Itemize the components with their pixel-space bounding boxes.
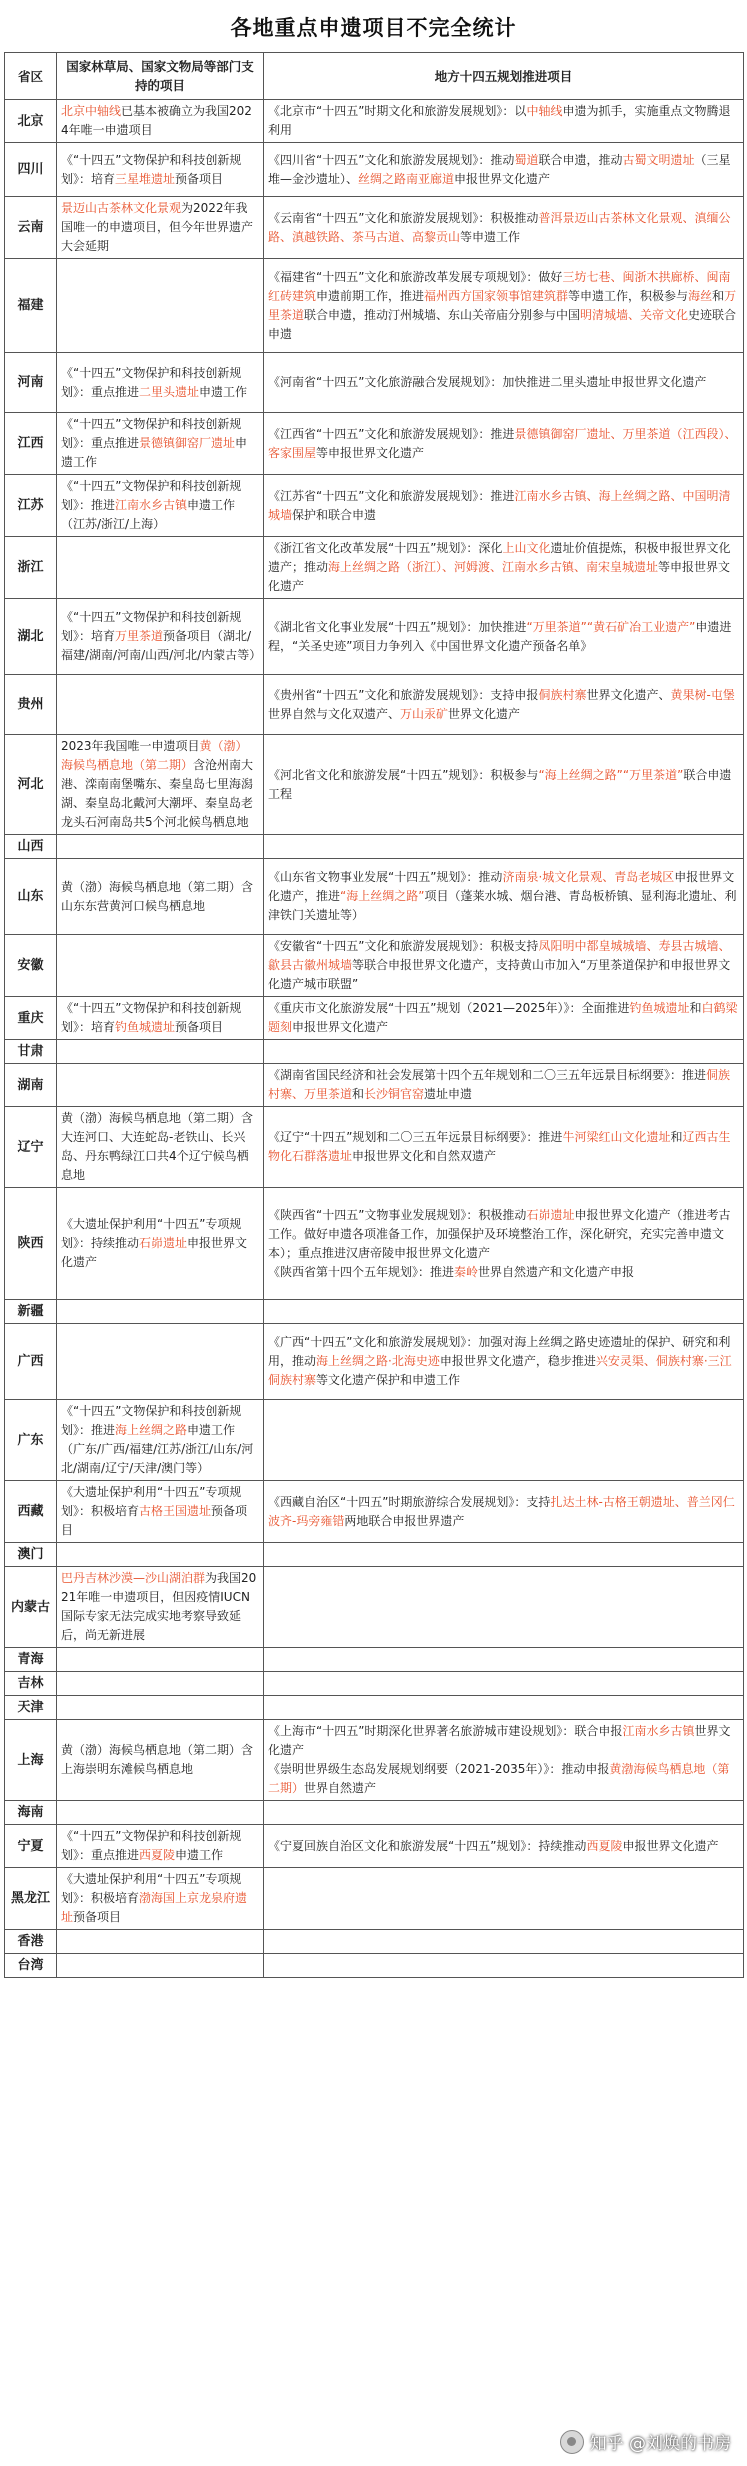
province-cell: 新疆 [5,1300,57,1324]
cell-text: 《陕西省“十四五”文物事业发展规划》：积极推动 [268,1207,527,1222]
local-plan-cell [264,413,744,475]
highlighted-project: 钓鱼城遗址 [115,1020,176,1034]
table-row [5,1324,744,1400]
province-cell: 香港 [5,1930,57,1954]
table-row [5,353,744,413]
table-row [5,1672,744,1696]
cell-text: 项目（蓬莱水城、烟台港、青岛板桥镇、显利海北遗址、利津铁门关遗址等） [268,889,737,922]
table-row [5,1040,744,1064]
highlighted-project: 万山汞矿 [400,706,449,721]
cell-text: 预备项目（湖北/福建/湖南/河南/山西/河北/内蒙古等） [61,629,262,662]
table-row [5,1481,744,1543]
cell-text: 申遗进程，“关圣史迹”项目力争列入《中国世界文化遗产预备名单》 [268,619,732,653]
highlighted-project: 黄（渤）海候鸟栖息地（第二期） [61,739,248,772]
table-row [5,675,744,735]
national-project-cell [57,735,264,835]
highlighted-project: 长沙铜官窑 [364,1087,425,1101]
local-plan-cell [264,353,744,413]
cell-text: 《安徽省“十四五”文化和旅游发展规划》：积极支持 [268,939,539,953]
highlighted-project: 丝绸之路南亚廊道 [358,171,455,186]
cell-text: 申报世界文化遗产 [622,1838,719,1853]
cell-text: 黄（渤）海候鸟栖息地（第二期）含大连河口、大连蛇岛-老铁山、长兴岛、丹东鸭绿江口共4个辽宁候鸟栖息地 [61,1111,254,1182]
cell-text: 遗址申遗 [424,1087,473,1101]
highlighted-project: 黄渤海候鸟栖息地（第二期） [268,1762,730,1795]
cell-text: 申报世界文化遗产 [292,1020,389,1034]
cell-text: 《崇明世界级生态岛发展规划纲要（2021-2035年）》：推动申报 [268,1762,610,1776]
table-row [5,475,744,537]
cell-text: 《宁夏回族自治区文化和旅游发展“十四五”规划》：持续推动 [268,1838,587,1853]
highlighted-project: 江南水乡古镇 [115,498,188,512]
cell-text: 《浙江省文化改革发展“十四五”规划》：深化 [268,541,503,555]
highlighted-project: “万里茶道”“黄石矿冶工业遗产” [526,619,696,634]
cell-text: 和 [670,1130,683,1144]
national-project-cell [57,537,264,599]
highlighted-project: 三坊七巷、闽浙木拱廊桥、闽南红砖建筑 [268,269,731,303]
table-row [5,1107,744,1188]
table-row [5,1300,744,1324]
highlighted-project: 秦岭 [454,1264,479,1279]
highlighted-project: 福州西方国家领事馆建筑群 [424,288,569,303]
local-plan-cell [264,835,744,859]
local-plan-cell [264,997,744,1040]
table-row [5,1400,744,1481]
province-cell: 四川 [5,143,57,197]
cell-text: 世界自然与文化双遗产、 [268,706,401,721]
province-cell: 河北 [5,735,57,835]
watermark-text: 知乎 @刘焕的书房 [589,2434,731,2454]
local-plan-cell [264,100,744,143]
province-cell: 辽宁 [5,1107,57,1188]
cell-text: 《河北省文化和旅游发展“十四五”规划》：积极参与 [268,767,539,782]
local-plan-cell [264,1930,744,1954]
local-plan-cell [264,1107,744,1188]
highlighted-project: 牛河梁红山文化遗址 [562,1130,671,1144]
cell-text: 2023年我国唯一申遗项目 [61,739,200,753]
province-cell: 青海 [5,1648,57,1672]
local-plan-cell [264,599,744,675]
cell-text: 和 [689,1001,702,1015]
national-project-cell [57,353,264,413]
highlighted-project: 侗族村寨、万里茶道 [268,1068,731,1101]
cell-text: 申遗工作 [199,384,248,399]
cell-text: 《广西“十四五”文化和旅游发展规划》：加强对海上丝绸之路史迹遗址的保护、研究和利用，推动 [268,1335,731,1368]
highlighted-project: 渤海国上京龙泉府遗址 [61,1891,248,1924]
province-cell: 北京 [5,100,57,143]
cell-text: 《贵州省“十四五”文化和旅游发展规划》：支持申报 [268,687,539,702]
cell-text: 《西藏自治区“十四五”时期旅游综合发展规划》：支持 [268,1494,551,1509]
local-plan-cell [264,1825,744,1868]
cell-text: 两地联合申报世界遗产 [344,1513,465,1528]
province-cell: 黑龙江 [5,1868,57,1930]
local-plan-cell [264,1954,744,1978]
highlighted-project: 万里茶道 [115,629,164,643]
national-project-cell [57,259,264,353]
local-plan-cell [264,1300,744,1324]
national-project-cell [57,1672,264,1696]
local-plan-cell [264,1696,744,1720]
national-project-cell [57,1188,264,1300]
cell-text: 世界自然遗产和文化遗产申报 [478,1264,635,1279]
cell-text: 申遗为抓手，实施重点文物腾退利用 [268,104,731,137]
province-cell: 湖北 [5,599,57,675]
local-plan-cell [264,935,744,997]
highlighted-project: 巴丹吉林沙漠—沙山湖泊群 [61,1571,206,1585]
cell-text: 保护和联合申遗 [292,507,377,522]
cell-text: 申报世界文化遗产（推进考古工作。做好申遗各项准备工作，加强保护及环境整治工作，深化研究，充实完善申遗文本）；重点推进汉唐帝陵申报世界文化遗产 [268,1207,731,1260]
cell-text: 世界文化遗产 [268,1724,731,1757]
national-project-cell [57,1400,264,1481]
cell-text: 申遗工作 [175,1848,224,1862]
national-project-cell [57,197,264,259]
table-row [5,859,744,935]
highlighted-project: 明清城墙、关帝文化 [580,307,689,322]
table-row [5,1868,744,1930]
national-project-cell [57,1324,264,1400]
highlighted-project: 万里茶道 [268,288,737,322]
highlighted-project: 二里头遗址 [139,384,200,399]
table-row [5,1064,744,1107]
cell-text: 黄（渤）海候鸟栖息地（第二期）含山东东营黄河口候鸟栖息地 [61,879,254,913]
cell-text: 申遗工作 [61,436,248,469]
cell-text: 等文化遗产保护和申遗工作 [316,1373,461,1387]
province-cell: 贵州 [5,675,57,735]
cell-text: 《上海市“十四五”时期深化世界著名旅游城市建设规划》：联合申报 [268,1724,623,1738]
highlighted-project: 扎达土林-古格王朝遗址、普兰冈仁波齐-玛旁雍错 [268,1494,735,1528]
national-project-cell [57,1825,264,1868]
province-cell: 宁夏 [5,1825,57,1868]
province-cell: 甘肃 [5,1040,57,1064]
local-plan-cell [264,1188,744,1300]
cell-text: 预备项目 [73,1910,122,1924]
national-project-cell [57,1064,264,1107]
national-project-cell [57,1648,264,1672]
province-cell: 台湾 [5,1954,57,1978]
national-project-cell [57,675,264,735]
cell-text: 《“十四五”文物保护和科技创新规划》：重点推进 [61,417,242,450]
highlighted-project: 海上丝绸之路 [115,1423,188,1437]
cell-text: 世界文化遗产 [448,706,521,721]
cell-text: 《大遗址保护利用“十四五”专项规划》：持续推动 [61,1217,242,1250]
local-plan-cell [264,1064,744,1107]
table-row [5,835,744,859]
national-project-cell [57,1543,264,1567]
table-row [5,1543,744,1567]
national-project-cell [57,1720,264,1801]
cell-text: 预备项目 [175,1020,224,1034]
cell-text: 《湖北省文化事业发展“十四五”规划》：加快推进 [268,619,527,634]
cell-text: 世界自然遗产 [304,1781,377,1795]
cell-text: 《河南省“十四五”文化旅游融合发展规划》：加快推进二里头遗址申报世界文化遗产 [268,375,707,389]
local-plan-cell [264,1720,744,1801]
cell-text: 申报世界文化遗产，推进 [268,870,735,903]
national-project-cell [57,1868,264,1930]
local-plan-cell [264,259,744,353]
highlighted-project: 黄果树-屯堡 [670,687,735,702]
header-province: 省区 [5,53,57,100]
highlighted-project: 西夏陵 [139,1848,176,1862]
province-cell: 上海 [5,1720,57,1801]
cell-text: 和 [352,1087,365,1101]
national-project-cell [57,599,264,675]
cell-text: 《四川省“十四五”文化和旅游发展规划》：推动 [268,152,515,167]
province-cell: 广西 [5,1324,57,1400]
table-row [5,935,744,997]
table-row [5,537,744,599]
highlighted-project: “海上丝绸之路”“万里茶道” [538,767,684,782]
cell-text: 含沧州南大港、滦南南堡嘴东、秦皇岛七里海潟湖、秦皇岛北戴河大潮坪、秦皇岛老龙头石河南岛共5个河北候鸟栖息地 [61,758,254,829]
highlighted-project: 海上丝绸之路（浙江）、河姆渡、江南水乡古镇、南宋皇城遗址 [328,560,659,574]
cell-text: 《“十四五”文物保护和科技创新规划》：培育 [61,152,242,186]
highlighted-project: 侗族村寨 [538,687,587,702]
cell-text: 等申报世界文化遗产 [316,445,425,460]
cell-text: 《福建省“十四五”文化和旅游改革发展专项规划》：做好 [268,269,563,284]
cell-text: 联合申遗，推动汀州城墙、东山关帝庙分别参与中国 [304,307,581,322]
highlighted-project: 白鹤梁题刻 [268,1001,738,1034]
highlighted-project: 济南泉·城文化景观、青岛老城区 [502,870,675,884]
local-plan-cell [264,675,744,735]
province-cell: 陕西 [5,1188,57,1300]
cell-text: 遗址价值提炼，积极申报世界文化遗产；推动 [268,541,731,574]
table-row [5,259,744,353]
cell-text: 《江西省“十四五”文化和旅游发展规划》：推进 [268,426,515,441]
local-plan-cell [264,475,744,537]
province-cell: 山东 [5,859,57,935]
cell-text: 《北京市“十四五”时期文化和旅游发展规划》：以 [268,104,527,118]
cell-text: 《大遗址保护利用“十四五”专项规划》：积极培育 [61,1485,242,1518]
highlighted-project: 普洱景迈山古茶林文化景观、滇缅公路、滇越铁路、茶马古道、高黎贡山 [268,210,731,244]
province-cell: 重庆 [5,997,57,1040]
highlighted-project: 辽西古生物化石群落遗址 [268,1130,731,1163]
header-local: 地方十四五规划推进项目 [264,53,744,100]
highlighted-project: 景德镇御窑厂遗址 [139,436,236,450]
cell-text: 《“十四五”文物保护和科技创新规划》：推进 [61,479,242,512]
province-cell: 江苏 [5,475,57,537]
cell-text: 《“十四五”文物保护和科技创新规划》：培育 [61,610,242,643]
highlighted-project: 石峁遗址 [526,1207,575,1222]
local-plan-cell [264,197,744,259]
highlighted-project: 古格王国遗址 [139,1504,212,1518]
province-cell: 安徽 [5,935,57,997]
cell-text: 联合申遗工程 [268,767,732,801]
province-cell: 福建 [5,259,57,353]
province-cell: 天津 [5,1696,57,1720]
highlighted-project: 江南水乡古镇、海上丝绸之路、中国明清城墙 [268,488,731,522]
local-plan-cell [264,537,744,599]
cell-text: 为我国2021年唯一申遗项目，但因疫情IUCN国际专家无法完成实地考察导致延后，尚无新进展 [61,1571,257,1642]
cell-text: 史迹联合申遗 [268,307,737,341]
national-project-cell [57,1481,264,1543]
national-project-cell [57,1107,264,1188]
cell-text: 预备项目 [175,171,224,186]
highlighted-project: 钓鱼城遗址 [629,1001,690,1015]
national-project-cell [57,100,264,143]
national-project-cell [57,475,264,537]
local-plan-cell [264,1400,744,1481]
cell-text: 联合申遗，推动 [538,152,623,167]
cell-text: 预备项目 [61,1504,248,1537]
local-plan-cell [264,1040,744,1064]
heritage-table [4,52,744,1978]
national-project-cell [57,143,264,197]
local-plan-cell [264,735,744,835]
cell-text: 为2022年我国唯一的申遗项目，但今年世界遗产大会延期 [61,201,254,253]
local-plan-cell [264,1868,744,1930]
highlighted-project: 兴安灵渠、侗族村寨·三江侗族村寨 [268,1354,732,1387]
highlighted-project: 三星堆遗址 [115,171,176,186]
local-plan-cell [264,143,744,197]
cell-text: 等联合申报世界文化遗产，支持黄山市加入“万里茶道保护和申报世界文化遗产城市联盟” [268,958,731,991]
province-cell: 吉林 [5,1672,57,1696]
table-row [5,143,744,197]
national-project-cell [57,835,264,859]
highlighted-project: 北京中轴线 [61,104,122,118]
cell-text: 申遗工作（广东/广西/福建/江苏/浙江/山东/河北/湖南/辽宁/天津/澳门等） [61,1423,254,1475]
table-row [5,1696,744,1720]
local-plan-cell [264,1672,744,1696]
national-project-cell [57,859,264,935]
national-project-cell [57,1801,264,1825]
highlighted-project: 中轴线 [526,104,563,118]
province-cell: 山西 [5,835,57,859]
province-cell: 广东 [5,1400,57,1481]
cell-text: 《重庆市文化旅游发展“十四五”规划（2021—2025年）》：全面推进 [268,1001,630,1015]
cell-text: 申遗前期工作，推进 [316,288,425,303]
province-cell: 澳门 [5,1543,57,1567]
table-body [5,100,744,1978]
table-row [5,1720,744,1801]
highlighted-project: 古蜀文明遗址 [622,152,695,167]
cell-text: 申报世界文化和自然双遗产 [352,1149,497,1163]
highlighted-project: 凤阳明中都皇城城墙、寿县古城墙、歙县古徽州城墙 [268,939,731,972]
national-project-cell [57,1040,264,1064]
local-plan-cell [264,1543,744,1567]
cell-text: 和 [712,288,725,303]
cell-text: 申报世界文化遗产 [61,1236,248,1269]
local-plan-cell [264,859,744,935]
highlighted-project: “海上丝绸之路” [340,889,425,903]
page-title: 各地重点申遗项目不完全统计 [230,16,517,40]
local-plan-cell [264,1481,744,1543]
cell-text: 《江苏省“十四五”文化和旅游发展规划》：推进 [268,488,515,503]
province-cell: 河南 [5,353,57,413]
local-plan-cell [264,1324,744,1400]
province-cell: 西藏 [5,1481,57,1543]
table-row [5,197,744,259]
table-row [5,1188,744,1300]
national-project-cell [57,413,264,475]
province-cell: 海南 [5,1801,57,1825]
cell-text: 申遗工作（江苏/浙江/上海） [61,498,236,531]
national-project-cell [57,1954,264,1978]
national-project-cell [57,1696,264,1720]
cell-text: 已基本被确立为我国2024年唯一申遗项目 [61,104,252,137]
local-plan-cell [264,1648,744,1672]
cell-text: 《大遗址保护利用“十四五”专项规划》：积极培育 [61,1872,242,1905]
cell-text: 《“十四五”文物保护和科技创新规划》：重点推进 [61,365,242,399]
cell-text: 申报世界文化遗产，稳步推进 [439,1354,596,1368]
table-row [5,413,744,475]
header-national: 国家林草局、国家文物局等部门支持的项目 [57,53,264,100]
cell-text: 黄（渤）海候鸟栖息地（第二期）含上海崇明东滩候鸟栖息地 [61,1743,254,1776]
national-project-cell [57,997,264,1040]
cell-text: 世界文化遗产、 [586,687,671,702]
highlighted-project: 海丝 [688,288,713,303]
table-row [5,735,744,835]
table-row [5,1801,744,1825]
header-row [5,53,744,100]
local-plan-cell [264,1567,744,1648]
province-cell: 江西 [5,413,57,475]
cell-text: 《陕西省第十四个五年规划》：推进 [268,1264,455,1279]
zhihu-logo-icon [560,2430,584,2454]
table-row [5,599,744,675]
cell-text: 申报世界文化遗产 [454,171,551,186]
highlighted-project: 海上丝绸之路·北海史迹 [316,1354,440,1368]
province-cell: 湖南 [5,1064,57,1107]
cell-text: （三星堆—金沙遗址）、 [268,152,731,186]
highlighted-project: 石峁遗址 [139,1236,188,1250]
cell-text: 《云南省“十四五”文化和旅游发展规划》：积极推动 [268,210,539,225]
highlighted-project: 景德镇御窑厂遗址、万里茶道（江西段）、客家围屋 [268,426,737,460]
highlighted-project: 蜀道 [514,152,539,167]
province-cell: 云南 [5,197,57,259]
cell-text: 《“十四五”文物保护和科技创新规划》：培育 [61,1001,242,1034]
national-project-cell [57,935,264,997]
table-row [5,1648,744,1672]
cell-text: 等申遗工作，积极参与 [568,288,689,303]
highlighted-project: 江南水乡古镇 [622,1724,695,1738]
national-project-cell [57,1930,264,1954]
table-row [5,997,744,1040]
highlighted-project: 景迈山古茶林文化景观 [61,201,182,215]
table-row [5,1954,744,1978]
cell-text: 《“十四五”文物保护和科技创新规划》：重点推进 [61,1829,242,1862]
national-project-cell [57,1567,264,1648]
watermark [560,2429,731,2454]
cell-text: 等申遗工作 [460,229,521,244]
province-cell: 浙江 [5,537,57,599]
cell-text: 《湖南省国民经济和社会发展第十四个五年规划和二〇三五年远景目标纲要》：推进 [268,1068,707,1082]
cell-text: 等申报世界文化遗产 [268,560,731,593]
cell-text: 《“十四五”文物保护和科技创新规划》：推进 [61,1404,242,1437]
table-row [5,1825,744,1868]
table-row [5,1567,744,1648]
highlighted-project: 上山文化 [502,541,551,555]
table-row [5,1930,744,1954]
cell-text: 《山东省文物事业发展“十四五”规划》：推动 [268,870,503,884]
local-plan-cell [264,1801,744,1825]
highlighted-project: 西夏陵 [586,1838,623,1853]
national-project-cell [57,1300,264,1324]
cell-text: 《辽宁“十四五”规划和二〇三五年远景目标纲要》：推进 [268,1130,563,1144]
province-cell: 内蒙古 [5,1567,57,1648]
table-row [5,100,744,143]
